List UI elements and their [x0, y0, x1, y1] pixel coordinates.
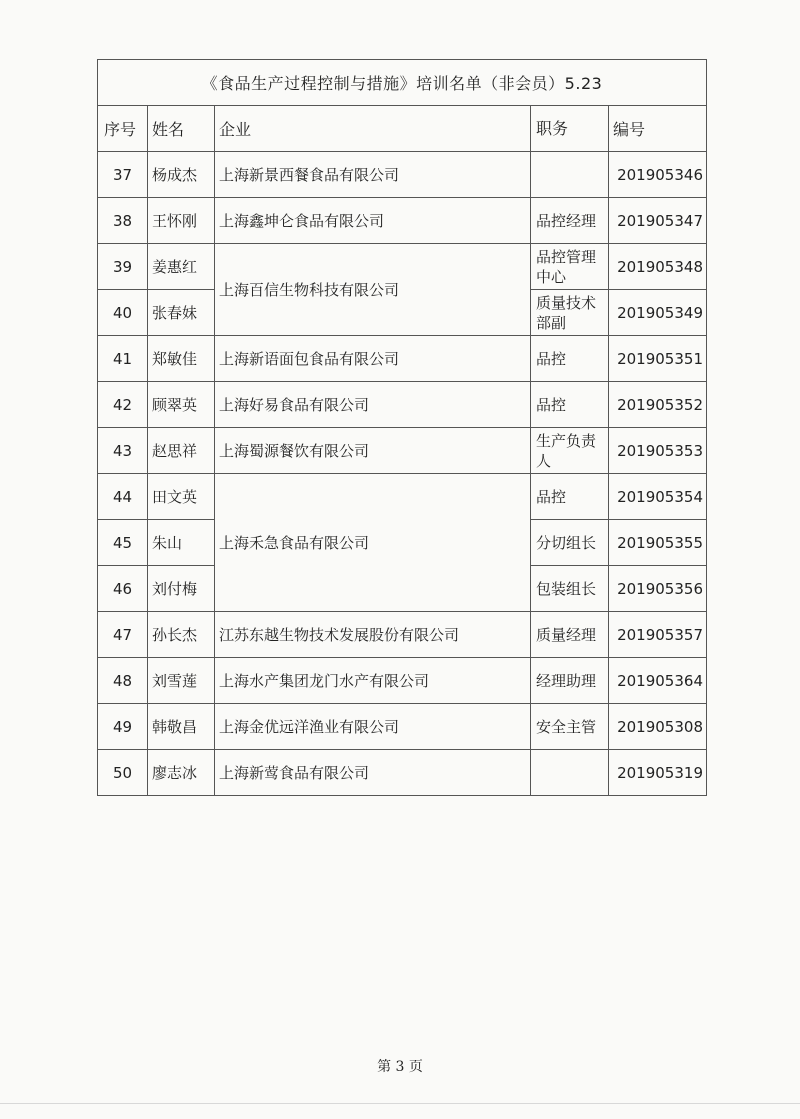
row-code: 201905347 [609, 198, 707, 244]
row-code: 201905352 [609, 382, 707, 428]
row-role: 经理助理 [531, 658, 609, 704]
header-code: 编号 [609, 106, 707, 152]
row-name: 王怀刚 [148, 198, 215, 244]
row-role: 品控 [531, 474, 609, 520]
row-role: 包装组长 [531, 566, 609, 612]
row-code: 201905351 [609, 336, 707, 382]
row-no: 39 [98, 244, 148, 290]
row-no: 43 [98, 428, 148, 474]
row-role [531, 750, 609, 796]
row-name: 朱山 [148, 520, 215, 566]
row-no: 37 [98, 152, 148, 198]
row-name: 姜惠红 [148, 244, 215, 290]
row-code: 201905308 [609, 704, 707, 750]
page-number-value: 3 [395, 1059, 405, 1075]
row-code: 201905364 [609, 658, 707, 704]
header-role: 职务 [531, 106, 609, 152]
row-no: 38 [98, 198, 148, 244]
table-row [98, 658, 707, 704]
row-no: 50 [98, 750, 148, 796]
row-role: 分切组长 [531, 520, 609, 566]
row-name: 刘付梅 [148, 566, 215, 612]
row-company: 上海鑫坤仑食品有限公司 [215, 198, 531, 244]
table-title: 《食品生产过程控制与措施》培训名单（非会员）5.23 [98, 60, 707, 106]
row-no: 46 [98, 566, 148, 612]
row-code: 201905354 [609, 474, 707, 520]
table-row [98, 750, 707, 796]
header-no: 序号 [98, 106, 148, 152]
row-no: 41 [98, 336, 148, 382]
row-name: 杨成杰 [148, 152, 215, 198]
table-row [98, 152, 707, 198]
row-code: 201905319 [609, 750, 707, 796]
row-code: 201905355 [609, 520, 707, 566]
row-company: 上海蜀源餐饮有限公司 [215, 428, 531, 474]
page-number [0, 1056, 800, 1076]
training-roster-table [97, 59, 707, 796]
row-name: 廖志冰 [148, 750, 215, 796]
table-row [98, 244, 707, 290]
row-company: 江苏东越生物技术发展股份有限公司 [215, 612, 531, 658]
row-role: 品控管理中心 [531, 244, 609, 290]
table-row [98, 474, 707, 520]
row-no: 44 [98, 474, 148, 520]
row-no: 48 [98, 658, 148, 704]
table-row [98, 704, 707, 750]
header-name: 姓名 [148, 106, 215, 152]
row-company: 上海新景西餐食品有限公司 [215, 152, 531, 198]
row-role: 生产负责人 [531, 428, 609, 474]
row-name: 郑敏佳 [148, 336, 215, 382]
table-row [98, 612, 707, 658]
row-company: 上海好易食品有限公司 [215, 382, 531, 428]
row-name: 韩敬昌 [148, 704, 215, 750]
row-no: 49 [98, 704, 148, 750]
row-company: 上海禾急食品有限公司 [215, 474, 531, 612]
scan-edge-divider [0, 1103, 800, 1104]
row-company: 上海百信生物科技有限公司 [215, 244, 531, 336]
row-name: 顾翠英 [148, 382, 215, 428]
table-row [98, 382, 707, 428]
table-header-row [98, 106, 707, 152]
page-number-prefix: 第 [377, 1059, 392, 1075]
table-row [98, 336, 707, 382]
row-company: 上海新语面包食品有限公司 [215, 336, 531, 382]
row-code: 201905346 [609, 152, 707, 198]
table-row [98, 428, 707, 474]
row-name: 张春妹 [148, 290, 215, 336]
row-name: 田文英 [148, 474, 215, 520]
row-role: 品控经理 [531, 198, 609, 244]
row-no: 47 [98, 612, 148, 658]
row-name: 赵思祥 [148, 428, 215, 474]
row-company: 上海新莺食品有限公司 [215, 750, 531, 796]
row-company: 上海水产集团龙门水产有限公司 [215, 658, 531, 704]
row-role: 质量技术部副 [531, 290, 609, 336]
row-code: 201905349 [609, 290, 707, 336]
row-name: 刘雪莲 [148, 658, 215, 704]
row-role: 安全主管 [531, 704, 609, 750]
row-code: 201905357 [609, 612, 707, 658]
row-no: 45 [98, 520, 148, 566]
row-name: 孙长杰 [148, 612, 215, 658]
row-code: 201905348 [609, 244, 707, 290]
row-role: 品控 [531, 336, 609, 382]
page-number-suffix: 页 [408, 1059, 423, 1075]
row-code: 201905356 [609, 566, 707, 612]
row-no: 40 [98, 290, 148, 336]
row-role: 质量经理 [531, 612, 609, 658]
row-company: 上海金优远洋渔业有限公司 [215, 704, 531, 750]
row-code: 201905353 [609, 428, 707, 474]
row-no: 42 [98, 382, 148, 428]
header-company: 企业 [215, 106, 531, 152]
row-role: 品控 [531, 382, 609, 428]
row-role [531, 152, 609, 198]
table-row [98, 198, 707, 244]
